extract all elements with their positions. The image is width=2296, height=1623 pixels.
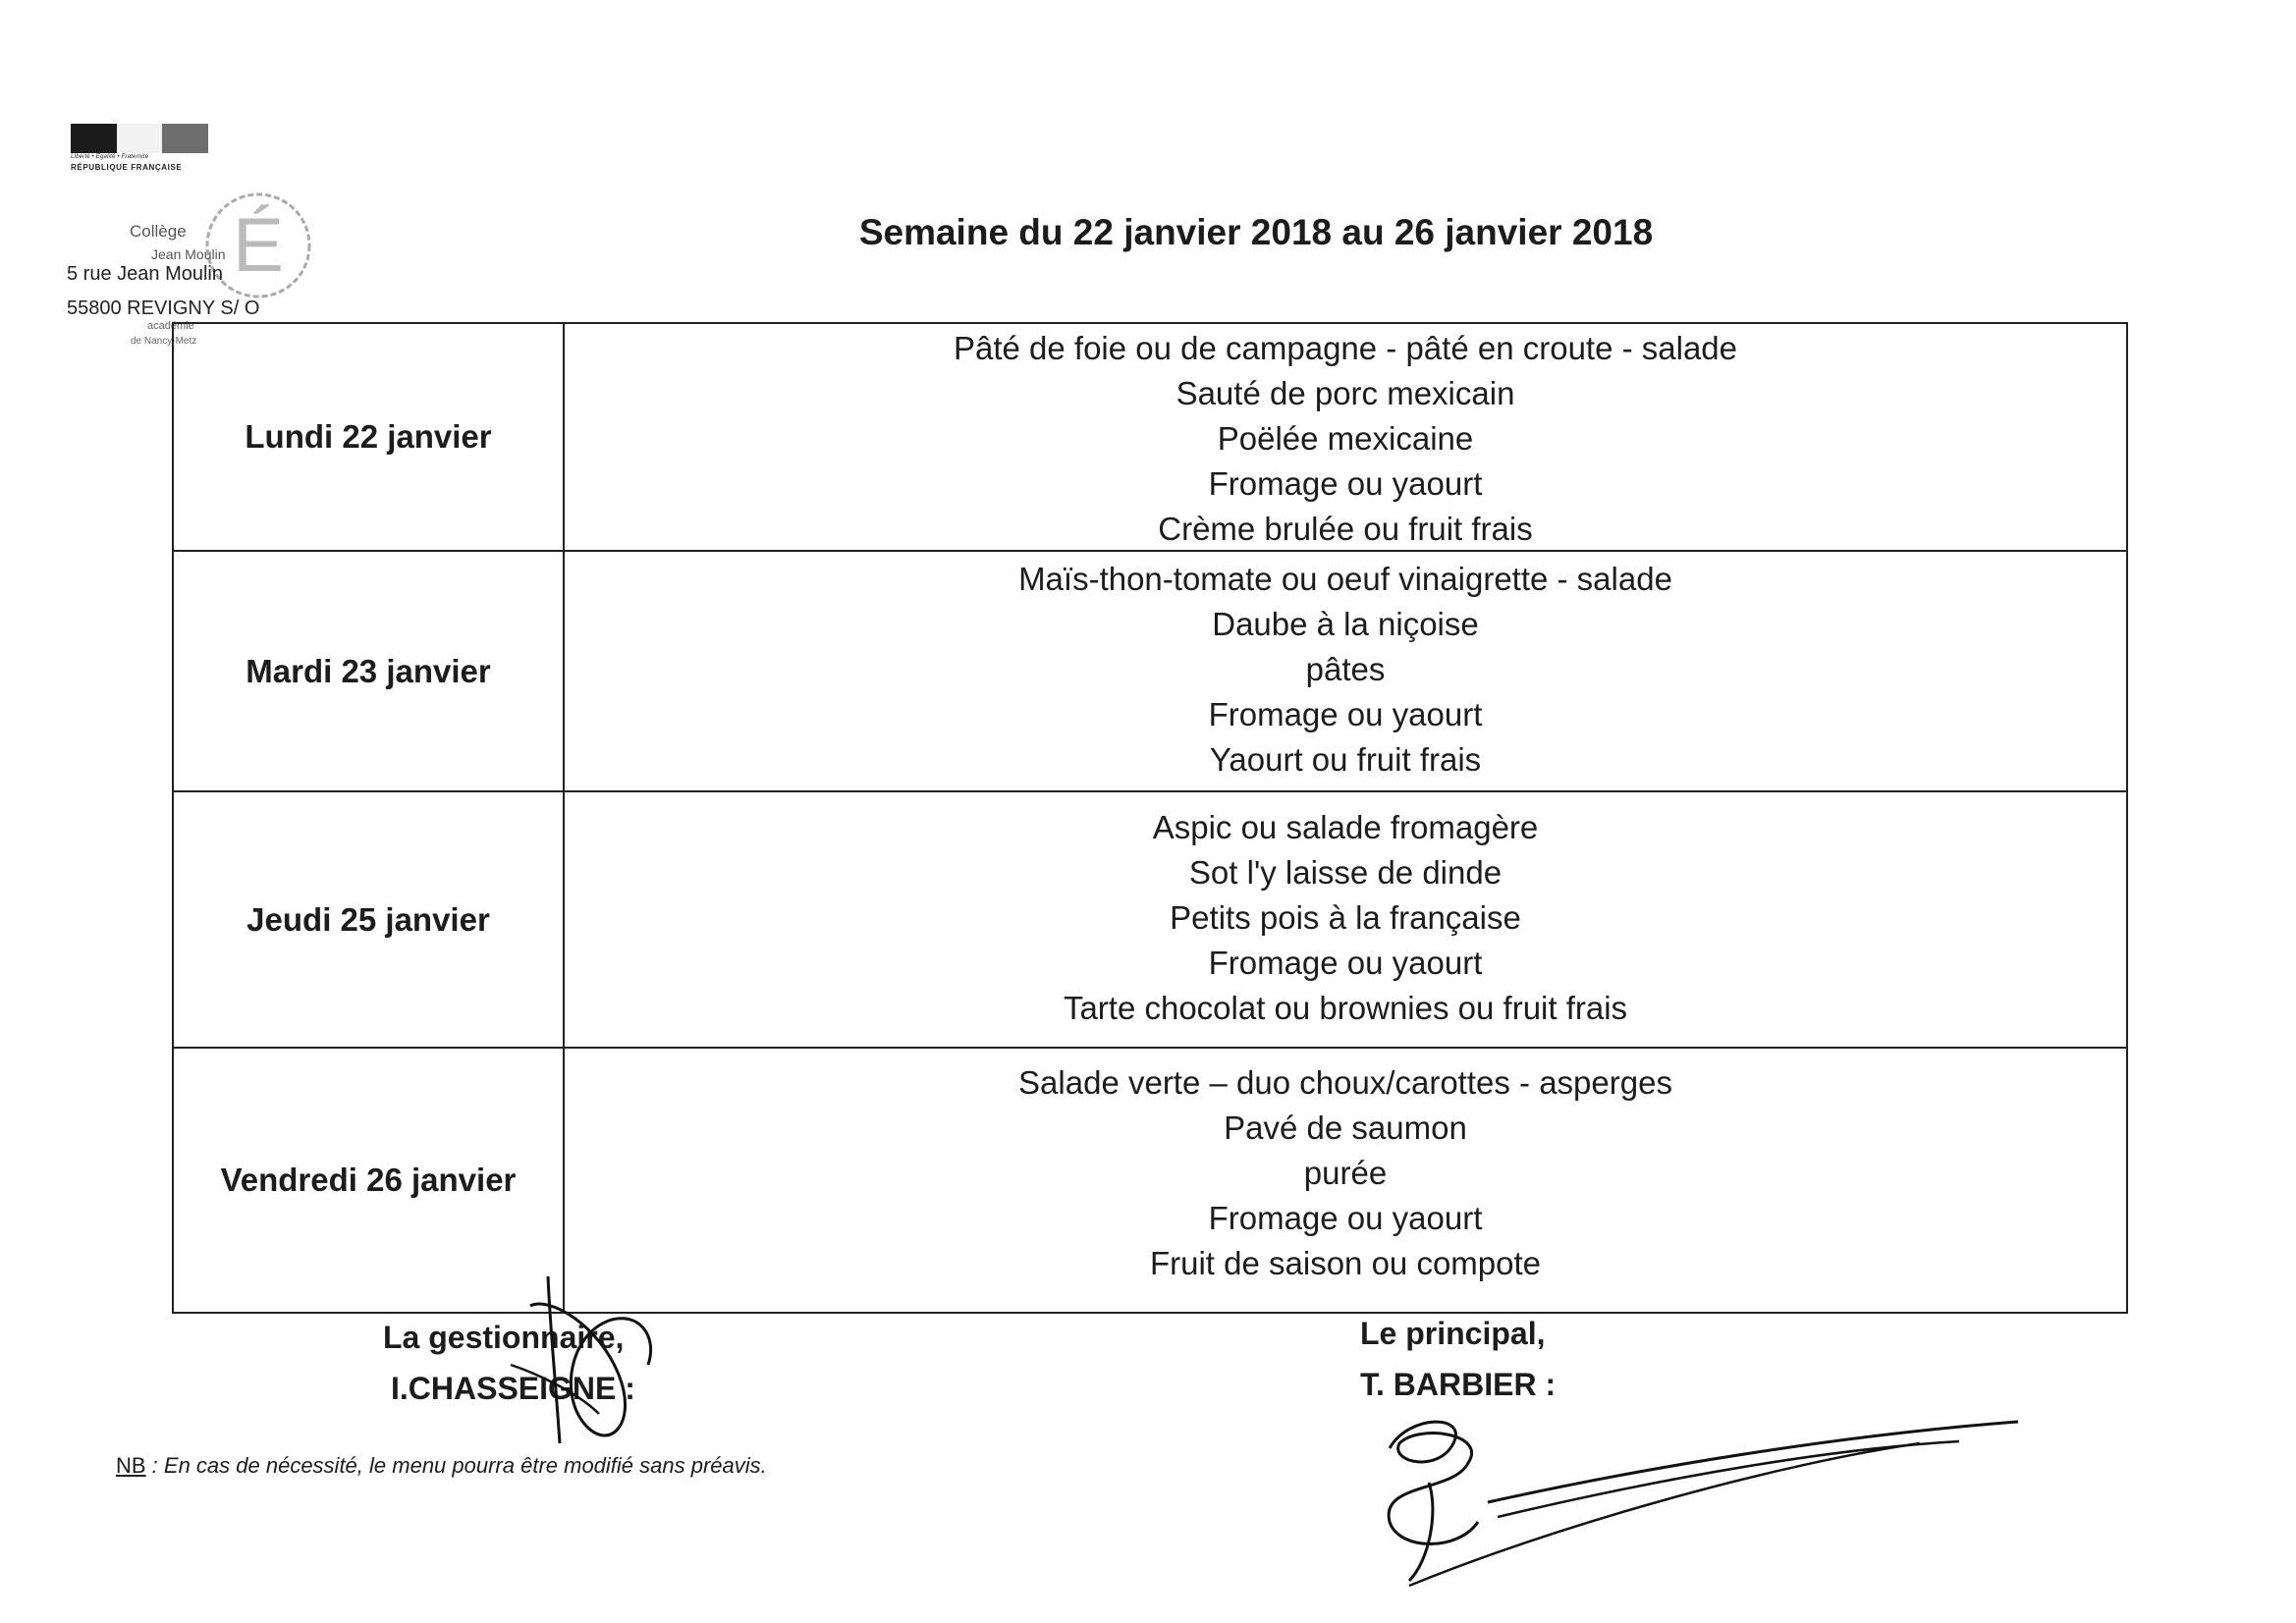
page-title: Semaine du 22 janvier 2018 au 26 janvier 2018	[858, 212, 1654, 252]
dish-item: Sauté de porc mexicain	[1175, 375, 1515, 411]
gestionnaire-name: I.CHASSEIGNE :	[391, 1371, 635, 1406]
table-row	[174, 1049, 2126, 1312]
stamp-college: Collège	[130, 222, 187, 241]
dish-item: Fruit de saison ou compote	[1149, 1245, 1542, 1281]
dish-item: Poëlée mexicaine	[1217, 420, 1474, 457]
stamp-college-name: Jean Moulin	[151, 246, 226, 262]
logo-motto: Liberté • Égalité • Fraternité	[71, 154, 149, 160]
footnote-key: NB	[116, 1453, 146, 1478]
dish-item: Fromage ou yaourt	[1208, 696, 1483, 732]
menu-table	[172, 322, 2128, 1314]
flag-band-right	[162, 124, 208, 153]
seal-letter: É	[232, 201, 285, 288]
flag-band-middle	[117, 124, 163, 153]
principal-name: T. BARBIER :	[1360, 1367, 1557, 1402]
dish-item: Aspic ou salade fromagère	[1152, 809, 1539, 845]
dish-item: Pâté de foie ou de campagne - pâté en croute - salade	[953, 330, 1738, 366]
stamp-street: 5 rue Jean Moulin	[67, 263, 223, 285]
principal-signature	[1370, 1404, 2038, 1600]
dish-item: Fromage ou yaourt	[1208, 945, 1483, 981]
day-label: Vendredi 26 janvier	[174, 1049, 565, 1312]
dish-item: Maïs-thon-tomate ou oeuf vinaigrette - salade	[1018, 561, 1672, 597]
footnote-text: : En cas de nécessité, le menu pourra être modifié sans préavis.	[145, 1453, 767, 1478]
dish-item: Fromage ou yaourt	[1208, 1200, 1483, 1236]
dish-item: Crème brulée ou fruit frais	[1158, 511, 1533, 547]
stamp-academie-name: de Nancy-Metz	[131, 336, 197, 347]
tricolor-flag-icon	[71, 124, 208, 153]
dish-item: Pavé de saumon	[1224, 1109, 1467, 1146]
dish-item: Fromage ou yaourt	[1208, 465, 1483, 502]
dish-item: purée	[1303, 1155, 1388, 1191]
dish-list	[565, 792, 2126, 1047]
table-row	[174, 324, 2126, 552]
day-label: Lundi 22 janvier	[174, 324, 565, 550]
dish-item: Daube à la niçoise	[1212, 606, 1479, 642]
dish-list	[565, 1049, 2126, 1312]
dish-list	[565, 552, 2126, 790]
stamp-academie: académie	[147, 320, 194, 332]
republique-francaise-logo	[71, 124, 208, 175]
dish-item: Tarte chocolat ou brownies ou fruit frais	[1063, 990, 1628, 1026]
day-label: Jeudi 25 janvier	[174, 792, 565, 1047]
day-label: Mardi 23 janvier	[174, 552, 565, 790]
table-row	[174, 792, 2126, 1049]
dish-item: Sot l'y laisse de dinde	[1188, 854, 1503, 891]
stamp-city: 55800 REVIGNY S/ O	[67, 298, 260, 319]
dish-item: Yaourt ou fruit frais	[1209, 741, 1482, 778]
table-row	[174, 552, 2126, 792]
dish-item: pâtes	[1305, 651, 1386, 687]
flag-band-left	[71, 124, 117, 153]
principal-role: Le principal,	[1360, 1316, 1546, 1351]
footnote	[116, 1453, 767, 1479]
dish-item: Salade verte – duo choux/carottes - asperges	[1018, 1064, 1672, 1101]
dish-list	[565, 324, 2126, 550]
dish-item: Petits pois à la française	[1170, 899, 1521, 936]
logo-name: RÉPUBLIQUE FRANÇAISE	[71, 163, 183, 172]
gestionnaire-role: La gestionnaire,	[383, 1320, 625, 1355]
